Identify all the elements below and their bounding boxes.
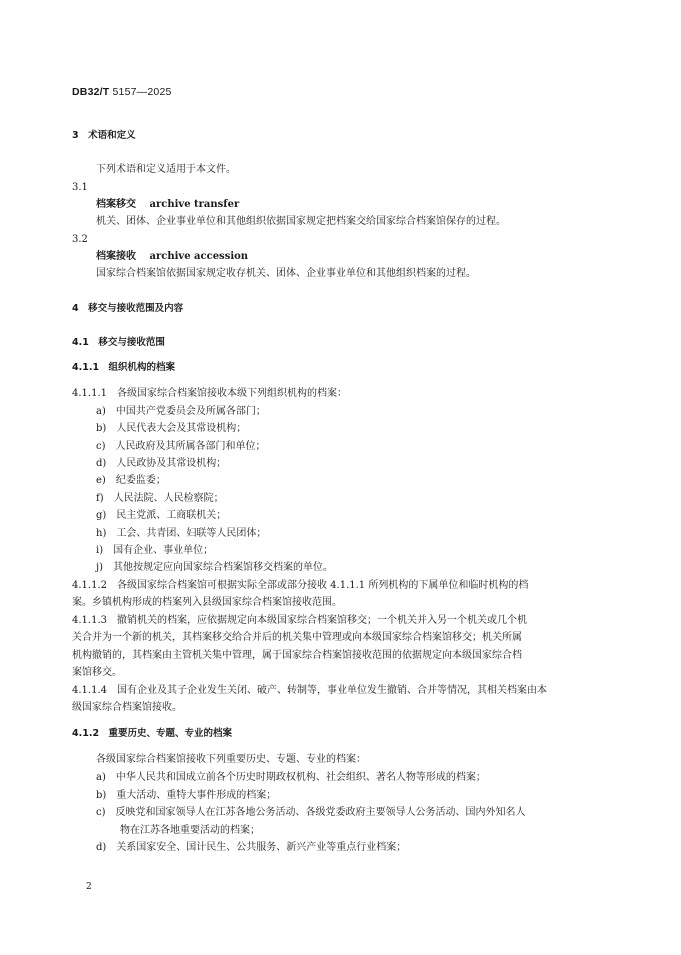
paragraph: 下列术语和定义适用于本文件。 [96,164,236,175]
clause: 4.1.1.3 撤销机关的档案，应依据规定向本级国家综合档案馆移交；一个机关并入另一个机关或几个机 [72,615,527,626]
term-number: 3.1 [72,182,88,193]
list-item: c) 人民政府及其所属各部门和单位； [96,441,266,452]
clause: 4.1.1.1 各级国家综合档案馆接收本级下列组织机构的档案： [72,388,347,399]
clause-continuation: 案馆移交。 [72,667,122,678]
list-item: a) 中国共产党委员会及所属各部门； [96,406,266,417]
list-item: d) 人民政协及其常设机构； [96,458,227,469]
clause: 4.1.1.2 各级国家综合档案馆可根据实际全部或部分接收 4.1.1.1 所列机构的下属单位和临时机构的档 [72,580,529,591]
subsection-heading: 4.1.2 重要历史、专题、专业的档案 [72,728,233,739]
term-number: 3.2 [72,234,88,245]
list-item: i) 国有企业、事业单位； [96,545,214,556]
list-item: j) 其他按规定应向国家综合档案馆移交档案的单位。 [96,562,334,573]
list-item: g) 民主党派、工商联机关； [96,510,227,521]
list-item: h) 工会、共青团、妇联等人民团体； [96,528,267,539]
subsection-heading: 4.1 移交与接收范围 [72,337,165,348]
clause: 4.1.1.4 国有企业及其子企业发生关闭、破产、转制等，事业单位发生撤销、合并等情况，其相关档案由本 [72,685,547,696]
section-heading: 4 移交与接收范围及内容 [72,303,184,314]
document-code: DB32/T 5157—2025 [72,86,172,98]
clause-continuation: 关合并为一个新的机关，其档案移交给合并后的机关集中管理或向本级国家综合档案馆移交；机关所属 [72,632,522,643]
clause-continuation: 机构撤销的，其档案由主管机关集中管理，属于国家综合档案馆接收范围的依据规定向本级国家综合档 [72,650,522,661]
list-item: e) 纪委监委； [96,475,166,486]
list-item: b) 重大活动、重特大事件形成的档案； [96,790,277,801]
list-item: b) 人民代表大会及其常设机构； [96,423,247,434]
list-item-continuation: 物在江苏各地重要活动的档案； [120,825,260,836]
clause-continuation: 案。乡镇机构形成的档案列入县级国家综合档案馆接收范围。 [72,597,342,608]
list-item: f) 人民法院、人民检察院； [96,493,224,504]
page-number: 2 [86,882,92,892]
term-title: 档案移交 archive transfer [96,199,240,210]
list-item: c) 反映党和国家领导人在江苏各地公务活动、各级党委政府主要领导人公务活动、国内外知名人 [96,807,526,818]
list-item: a) 中华人民共和国成立前各个历史时期政权机构、社会组织、著名人物等形成的档案； [96,772,486,783]
list-item: d) 关系国家安全、国计民生、公共服务、新兴产业等重点行业档案； [96,842,407,853]
paragraph: 各级国家综合档案馆接收下列重要历史、专题、专业的档案： [96,754,366,765]
subsection-heading: 4.1.1 组织机构的档案 [72,362,176,373]
term-title: 档案接收 archive accession [96,251,249,262]
section-heading: 3 术语和定义 [72,130,136,141]
term-definition: 国家综合档案馆依据国家规定收存机关、团体、企业事业单位和其他组织档案的过程。 [96,268,476,279]
term-definition: 机关、团体、企业事业单位和其他组织依据国家规定把档案交给国家综合档案馆保存的过程。 [96,216,506,227]
clause-continuation: 级国家综合档案馆接收。 [72,702,182,713]
